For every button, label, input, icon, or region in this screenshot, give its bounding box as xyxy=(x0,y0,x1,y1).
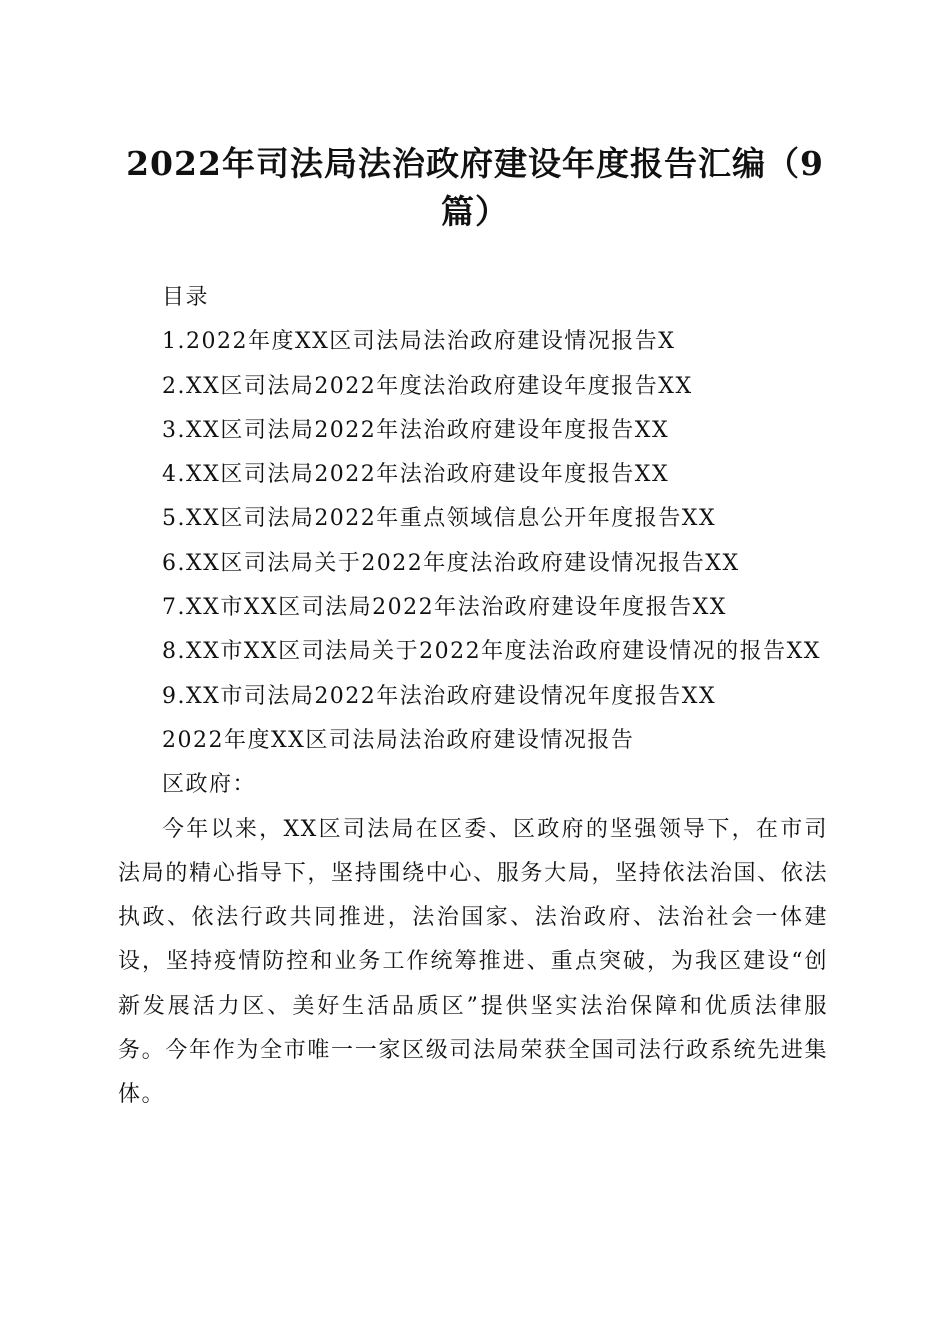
toc-item: 4.XX区司法局2022年法治政府建设年度报告XX xyxy=(162,462,670,488)
toc-item: 6.XX区司法局关于2022年度法治政府建设情况报告XX xyxy=(162,550,740,576)
section-title: 2022年度XX区司法局法治政府建设情况报告 xyxy=(162,727,635,753)
toc-item: 3.XX区司法局2022年法治政府建设年度报告XX xyxy=(162,417,670,443)
toc-item: 1.2022年度XX区司法局法治政府建设情况报告X xyxy=(162,329,676,355)
toc-heading: 目录 xyxy=(162,285,210,310)
salutation: 区政府： xyxy=(162,772,257,798)
document-title: 2022年司法局法治政府建设年度报告汇编（9篇） xyxy=(126,144,824,231)
toc-item: 5.XX区司法局2022年重点领域信息公开年度报告XX xyxy=(162,506,717,532)
toc-item: 7.XX市XX区司法局2022年法治政府建设年度报告XX xyxy=(162,595,727,621)
body-paragraph: 今年以来，XX区司法局在区委、区政府的坚强领导下，在市司法局的精心指导下，坚持围绕中心、服务大局，坚持依法治国、依法执政、依法行政共同推进，法治国家、法治政府、法治社会一体建设，坚持疫情防控和业务工作统筹推进、重点突破，为我区建设“创新发展活力区、美好生活品质区”提供坚实法治保障和优质法律服务。今年作为全市唯一一家区级司法局荣获全国司法行政系统先进集体。 xyxy=(118,816,828,1108)
toc-item: 9.XX市司法局2022年法治政府建设情况年度报告XX xyxy=(162,683,717,709)
document-body xyxy=(118,276,828,1118)
toc-item: 8.XX市XX区司法局关于2022年度法治政府建设情况的报告XX xyxy=(162,639,821,665)
toc-item: 2.XX区司法局2022年度法治政府建设年度报告XX xyxy=(162,373,693,399)
